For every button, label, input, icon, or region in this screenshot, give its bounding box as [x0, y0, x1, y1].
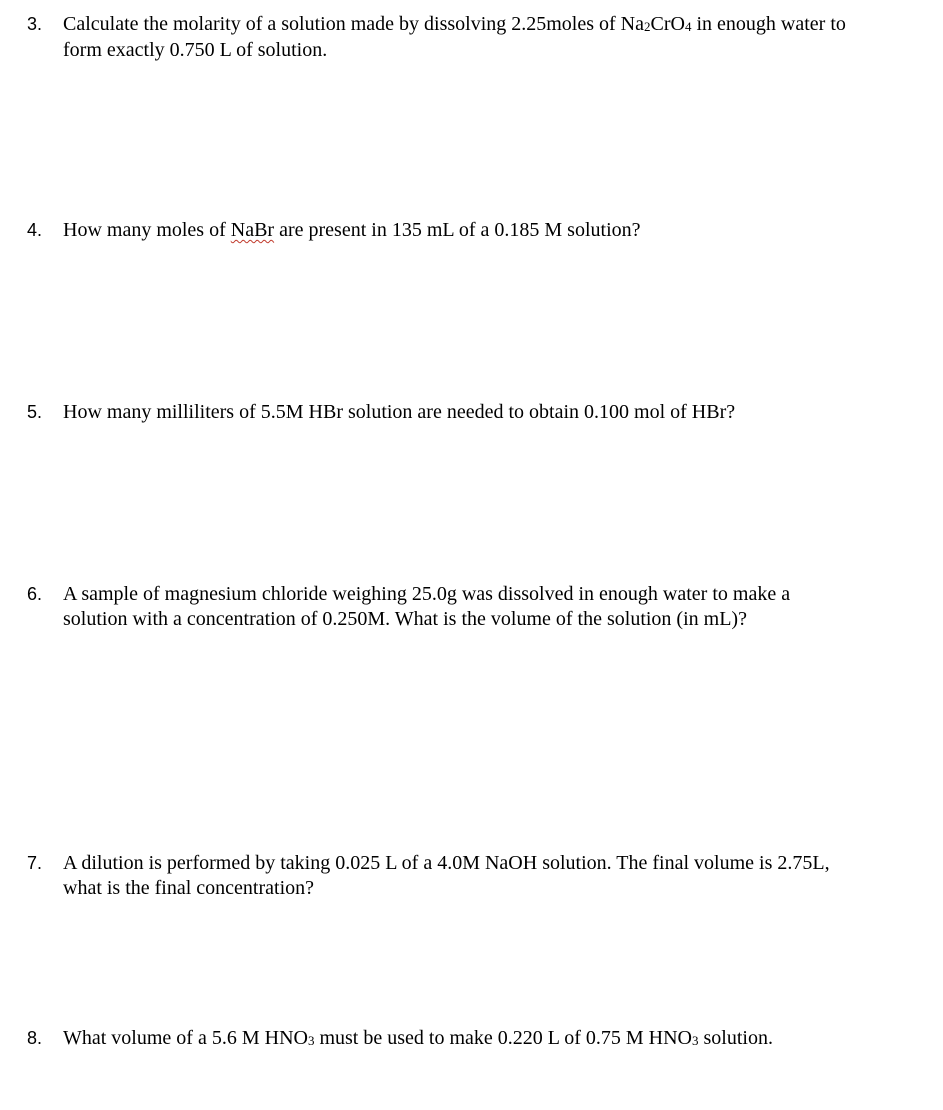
- question-text: [63, 12, 929, 63]
- question-line: solution with a concentration of 0.250M. What is the volume of the solution (in mL)?: [63, 608, 747, 630]
- question-line: form exactly 0.750 L of solution.: [63, 39, 328, 61]
- subscript: 3: [692, 1033, 699, 1048]
- subscript: 2: [644, 19, 651, 34]
- question-number: 7.: [27, 853, 43, 873]
- question-line: A dilution is performed by taking 0.025 L of a 4.0M NaOH solution. The final volume is 2.75L,: [63, 852, 830, 874]
- subscript: 4: [684, 19, 692, 34]
- question-number: 4.: [27, 220, 43, 240]
- question-text: [63, 851, 929, 901]
- text-segment: solution.: [698, 1027, 773, 1049]
- question-number: 5.: [27, 402, 43, 422]
- text-segment: What volume of a 5.6 M HNO: [63, 1027, 308, 1049]
- text-segment: CrO: [650, 13, 685, 35]
- question-line: [63, 218, 929, 243]
- text-segment: Calculate the molarity of a solution made by dissolving 2.25moles of Na: [63, 13, 645, 35]
- text-segment: How many moles of: [63, 219, 231, 241]
- question-number: 6.: [27, 584, 43, 604]
- question-line: A sample of magnesium chloride weighing 25.0g was dissolved in enough water to make a: [63, 583, 791, 605]
- question-line: [63, 12, 929, 38]
- question-line: How many milliliters of 5.5M HBr solution are needed to obtain 0.100 mol of HBr?: [63, 401, 736, 423]
- question-text: [63, 1026, 929, 1052]
- subscript: 3: [307, 1033, 315, 1048]
- question-text: [63, 582, 929, 632]
- question-text: [63, 400, 929, 425]
- question-text: [63, 218, 929, 243]
- text-segment: must be used to make 0.220 L of 0.75 M HNO: [314, 1027, 693, 1049]
- text-segment: are present in 135 mL of a 0.185 M solution?: [274, 219, 641, 241]
- question-line: what is the final concentration?: [63, 877, 315, 899]
- text-segment: in enough water to: [691, 13, 846, 35]
- question-number: 8.: [27, 1028, 43, 1048]
- question-number: 3.: [27, 14, 43, 34]
- question-line: [63, 1026, 929, 1052]
- spellcheck-flagged-word[interactable]: NaBr: [230, 219, 275, 241]
